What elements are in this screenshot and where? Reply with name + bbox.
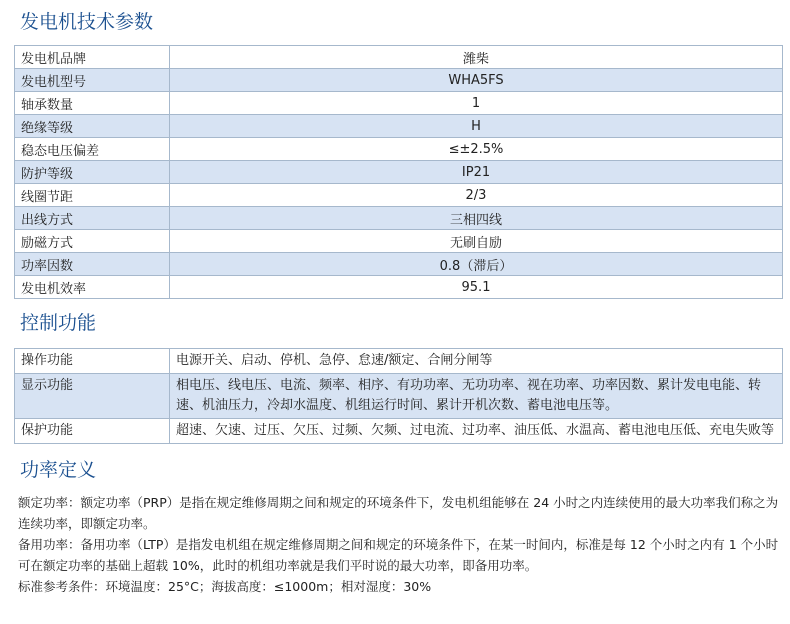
spec-row [15, 138, 783, 161]
control-row [15, 374, 783, 419]
spec-label: 绝缘等级 [15, 115, 170, 138]
control-label: 保护功能 [15, 419, 170, 444]
spec-label: 防护等级 [15, 161, 170, 184]
control-label: 显示功能 [15, 374, 170, 419]
spec-label: 轴承数量 [15, 92, 170, 115]
control-label: 操作功能 [15, 349, 170, 374]
spec-label: 发电机型号 [15, 69, 170, 92]
control-section-title: 控制功能 [20, 312, 97, 334]
spec-row [15, 230, 783, 253]
spec-value: 2/3 [170, 184, 783, 207]
spec-value: 无刷自励 [170, 230, 783, 253]
spec-value: H [170, 115, 783, 138]
spec-row [15, 92, 783, 115]
control-value: 电源开关、启动、停机、急停、怠速/额定、合闸分闸等 [170, 349, 783, 374]
spec-section-title: 发电机技术参数 [20, 11, 154, 33]
control-row [15, 419, 783, 444]
power-def-text [18, 492, 783, 597]
spec-value: 1 [170, 92, 783, 115]
power-def-section-title: 功率定义 [20, 459, 97, 481]
spec-row [15, 69, 783, 92]
spec-row [15, 115, 783, 138]
power-def-paragraph: 额定功率：额定功率（PRP）是指在规定维修周期之间和规定的环境条件下，发电机组能够在 24 小时之内连续使用的最大功率我们称之为连续功率，即额定功率。 [18, 495, 779, 531]
spec-value: 95.1 [170, 276, 783, 299]
spec-value: IP21 [170, 161, 783, 184]
spec-label: 励磁方式 [15, 230, 170, 253]
spec-label: 发电机效率 [15, 276, 170, 299]
spec-label: 线圈节距 [15, 184, 170, 207]
spec-label: 稳态电压偏差 [15, 138, 170, 161]
spec-label: 发电机品牌 [15, 46, 170, 69]
spec-row [15, 46, 783, 69]
spec-label: 出线方式 [15, 207, 170, 230]
spec-row [15, 253, 783, 276]
control-row [15, 349, 783, 374]
control-value: 相电压、线电压、电流、频率、相序、有功功率、无功功率、视在功率、功率因数、累计发电电能、转速、机油压力，冷却水温度、机组运行时间、累计开机次数、蓄电池电压等。 [170, 374, 783, 419]
spec-row [15, 207, 783, 230]
spec-row [15, 276, 783, 299]
control-value: 超速、欠速、过压、欠压、过频、欠频、过电流、过功率、油压低、水温高、蓄电池电压低、充电失败等 [170, 419, 783, 444]
spec-label: 功率因数 [15, 253, 170, 276]
spec-value: 潍柴 [170, 46, 783, 69]
spec-value: ≤±2.5% [170, 138, 783, 161]
power-def-paragraph: 备用功率：备用功率（LTP）是指发电机组在规定维修周期之间和规定的环境条件下，在某一时间内，标准是每 12 个小时之内有 1 个小时可在额定功率的基础上超载 10%，此时的机组功率就是我们平时说的最大功率，即备用功率。 [18, 537, 779, 573]
spec-value: WHA5FS [170, 69, 783, 92]
power-def-paragraph: 标准参考条件：环境温度：25°C；海拔高度：≤1000m；相对湿度：30% [18, 579, 432, 594]
spec-row [15, 161, 783, 184]
spec-value: 0.8（滞后） [170, 253, 783, 276]
spec-row [15, 184, 783, 207]
spec-value: 三相四线 [170, 207, 783, 230]
spec-table [14, 45, 783, 299]
control-table [14, 348, 783, 444]
